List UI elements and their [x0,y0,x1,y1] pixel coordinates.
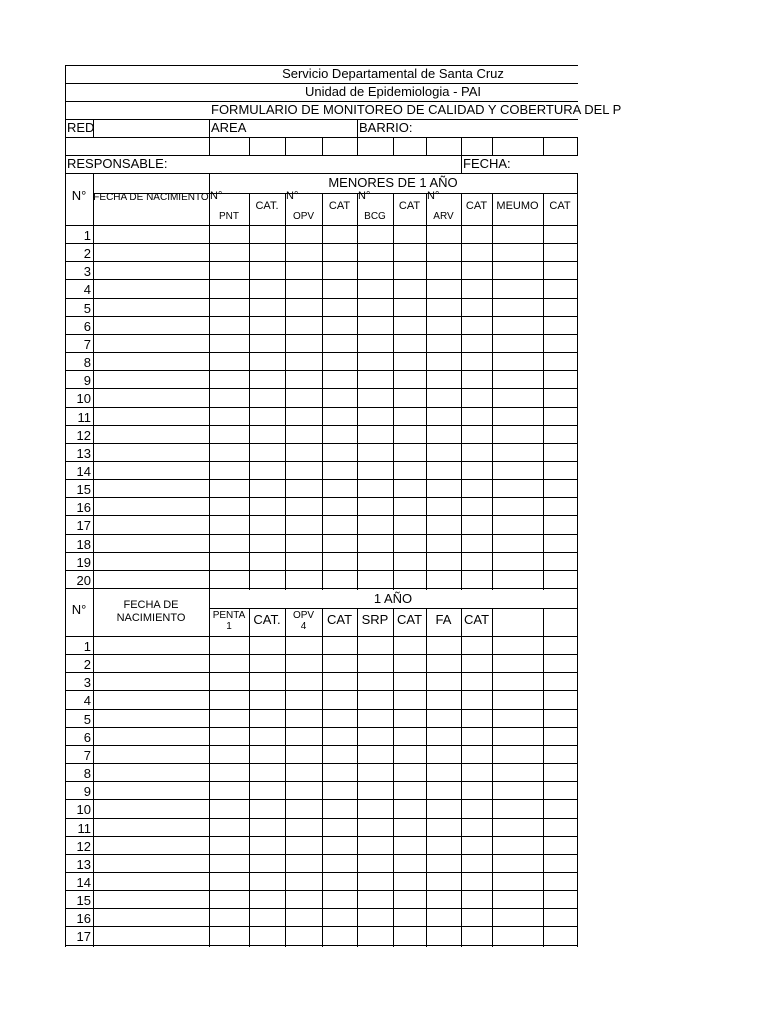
grid-line-horizontal [65,781,578,782]
col-header-number-mark: N° [286,190,299,202]
row-number: 10 [76,802,91,818]
grid-line-horizontal [65,926,578,927]
row-number: 14 [76,874,91,890]
row-number: 3 [83,675,91,691]
col-header-cat: CAT [396,612,423,627]
col-header-srp: SRP [361,612,389,627]
grid-line-horizontal [65,407,578,408]
grid-line-horizontal [65,352,578,353]
form-title: FORMULARIO DE MONITOREO DE CALIDAD Y COBERTURA DEL P [211,102,622,117]
fecha-label: FECHA: [463,156,511,171]
col-header-cat: CAT [326,612,353,627]
row-number: 14 [76,463,91,479]
col-no-header: N° [71,188,87,203]
grid-line-horizontal [65,727,578,728]
col-fecha-header-line2: NACIMIENTO [116,612,186,624]
grid-line-vertical [543,193,544,590]
row-number: 11 [77,409,91,425]
grid-line-horizontal [65,243,578,244]
row-number: 18 [76,536,91,552]
col-header-pnt: PNT [219,211,239,222]
row-number: 5 [83,300,91,316]
row-number: 4 [83,282,91,298]
col-header-opv: OPV [292,211,315,222]
col-header-vaccine: OPV [292,610,315,621]
row-number: 13 [76,856,91,872]
row-number: 7 [83,336,91,352]
col-header-fa: FA [435,612,452,627]
row-number: 8 [83,766,91,782]
grid-line-horizontal [65,588,578,589]
grid-line-vertical [461,155,462,173]
grid-line-vertical [209,173,210,590]
responsable-label: RESPONSABLE: [67,156,168,171]
row-number: 2 [83,246,91,262]
grid-line-vertical [426,193,427,590]
col-header-number-mark: N° [427,190,440,202]
grid-line-horizontal [65,818,578,819]
grid-line-horizontal [65,890,578,891]
grid-line-horizontal [65,515,578,516]
grid-line-horizontal [65,854,578,855]
grid-line-vertical [249,608,250,947]
col-header-blank [492,612,543,630]
row-number: 9 [83,373,91,389]
grid-line-vertical [285,137,286,155]
col-header-number-mark: N° [358,190,371,202]
row-number: 5 [83,711,91,727]
grid-line-horizontal [65,570,578,571]
grid-line-horizontal [65,316,578,317]
grid-line-horizontal [65,261,578,262]
grid-line-vertical [577,173,578,590]
grid-line-vertical [357,608,358,947]
row-number: 1 [83,639,91,654]
grid-line-vertical [461,193,462,590]
col-fecha-nacimiento-header: FECHA DE NACIMIENTO [93,192,209,203]
col-header-cat: CAT [328,200,351,212]
row-number: 15 [76,482,91,498]
row-number: 10 [76,391,91,407]
grid-line-horizontal [65,370,578,371]
grid-line-horizontal [65,497,578,498]
col-header-vaccine: PENTA [212,610,246,621]
grid-line-horizontal [65,225,578,226]
grid-line-vertical [393,608,394,947]
grid-line-horizontal [65,654,578,655]
col-header-cat: CAT. [253,612,281,627]
grid-line-horizontal [65,763,578,764]
row-number: 16 [76,911,91,927]
row-number: 16 [76,500,91,516]
row-number: 19 [76,554,91,570]
grid-line-horizontal [65,552,578,553]
row-number: 15 [76,893,91,909]
grid-line-horizontal [65,388,578,389]
col-header-bcg: BCG [364,211,386,222]
grid-line-vertical [209,119,210,155]
grid-line-vertical [492,193,493,590]
col-header-cat: CAT. [255,200,279,212]
grid-line-vertical [322,137,323,155]
grid-line-vertical [543,137,544,155]
grid-line-horizontal [65,690,578,691]
row-number: 13 [76,445,91,461]
grid-line-horizontal [65,534,578,535]
header-service-title: Servicio Departamental de Santa Cruz [282,66,504,81]
grid-line-vertical [426,137,427,155]
grid-line-vertical [492,137,493,155]
grid-line-vertical [543,608,544,947]
row-number: 3 [83,264,91,280]
grid-line-vertical [93,173,94,590]
row-number: 6 [83,729,91,745]
col-header-arv: ARV [433,211,454,222]
row-number: 6 [83,318,91,334]
grid-line-horizontal [65,836,578,837]
grid-line-horizontal [65,672,578,673]
grid-line-horizontal [65,298,578,299]
row-number: 12 [76,427,91,443]
col-header-blank [543,612,577,630]
grid-line-horizontal [65,945,578,946]
col-header-number-mark: N° [210,190,223,202]
grid-line-vertical [249,137,250,155]
row-number: 4 [83,693,91,709]
col-header-dose: 4 [300,621,307,632]
grid-line-vertical [249,193,250,590]
grid-line-horizontal [65,461,578,462]
grid-line-horizontal [65,334,578,335]
grid-line-vertical [209,590,210,947]
grid-line-horizontal [65,799,578,800]
grid-line-horizontal [65,745,578,746]
grid-line-vertical [357,137,358,155]
grid-line-vertical [426,608,427,947]
grid-line-horizontal [65,279,578,280]
grid-line-vertical [357,119,358,137]
grid-line-vertical [577,590,578,947]
row-number: 1 [83,228,91,243]
section-menores-title: MENORES DE 1 AÑO [328,175,458,190]
grid-line-horizontal [65,908,578,909]
grid-line-vertical [357,193,358,590]
grid-line-vertical [322,608,323,947]
area-label: AREA [211,120,247,135]
col-header-cat: CAT [549,200,571,212]
col-fecha-header-line1: FECHA DE [123,599,179,611]
row-number: 20 [76,572,91,588]
row-number: 11 [77,820,91,836]
grid-line-vertical [577,137,578,155]
section-one-year-title: 1 AÑO [373,591,413,606]
grid-line-vertical [322,193,323,590]
row-number: 9 [83,784,91,800]
grid-line-horizontal [65,709,578,710]
grid-line-vertical [93,590,94,947]
grid-line-horizontal [65,443,578,444]
col-no-header: N° [71,602,87,617]
row-number: 2 [83,657,91,673]
grid-line-vertical [461,608,462,947]
col-header-dose: 1 [226,621,232,632]
red-label: RED [67,120,95,135]
col-header-cat: CAT [463,612,490,627]
grid-line-vertical [285,608,286,947]
row-number: 17 [76,518,91,534]
barrio-label: BARRIO: [359,120,413,135]
row-number: 7 [83,747,91,763]
grid-line-horizontal [65,425,578,426]
row-number: 8 [83,355,91,371]
grid-line-vertical [393,193,394,590]
grid-line-vertical [461,137,462,155]
row-number: 17 [76,929,91,945]
col-header-cat: CAT [398,200,421,212]
header-unit-title: Unidad de Epidemiologia - PAI [304,84,482,99]
grid-line-vertical [393,137,394,155]
row-number: 12 [76,838,91,854]
col-header-cat: CAT [465,200,488,212]
grid-line-horizontal [65,479,578,480]
grid-line-horizontal [65,872,578,873]
grid-line-vertical [285,193,286,590]
grid-line-vertical [492,608,493,947]
grid-line-horizontal [65,636,578,637]
col-header-meumo: MEUMO [496,200,539,212]
